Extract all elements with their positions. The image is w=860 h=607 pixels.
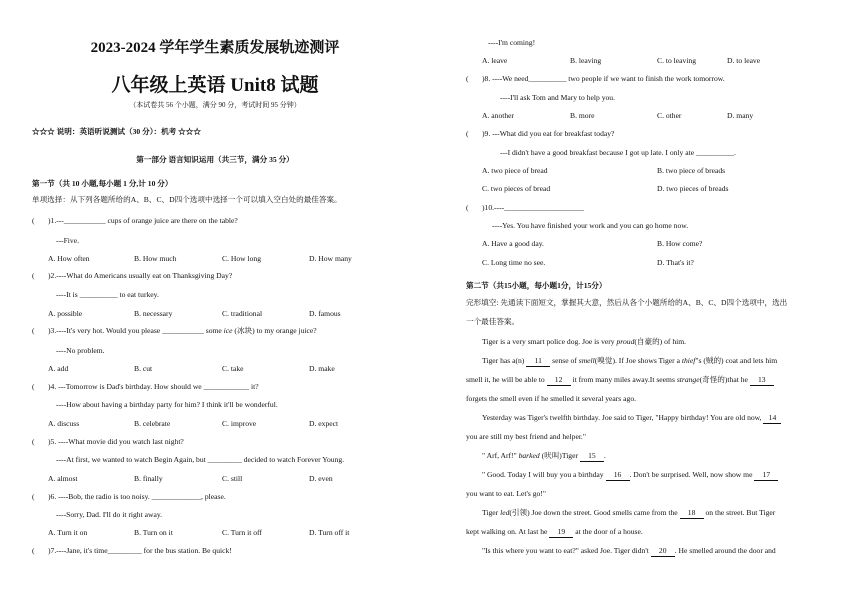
q9-option-c[interactable]: C. two pieces of bread — [482, 184, 551, 193]
q1-option-a[interactable]: A. How often — [48, 254, 90, 263]
answer-paren[interactable]: ( — [32, 216, 35, 225]
section2-title: 第二节（共15小题，每小题1分，计15分） — [466, 281, 607, 290]
blank-16[interactable]: 16 — [606, 470, 630, 481]
exam-subtitle: 八年级上英语 Unit8 试题 — [111, 75, 319, 96]
passage-line: " Arf, Arf!" barked (吠叫)Tiger 15 . — [482, 451, 606, 460]
q6-option-b[interactable]: B. Turn on it — [134, 528, 173, 537]
section2-instructions-cont: 一个最佳答案。 — [466, 317, 520, 326]
blank-18[interactable]: 18 — [680, 508, 704, 519]
blank-20[interactable]: 20 — [651, 546, 675, 557]
q5-reply: ----At first, we wanted to watch Begin Again, but _________ decided to watch Forever Young. — [56, 455, 345, 464]
answer-paren[interactable]: ( — [466, 74, 469, 83]
q2-stem: )2.----What do Americans usually eat on Thanksgiving Day? — [48, 271, 233, 280]
q2-option-b[interactable]: B. necessary — [134, 309, 173, 318]
listening-note: ☆☆☆ 说明：英语听说测试（30 分）：机考 ☆☆☆ — [32, 127, 201, 136]
q6-option-a[interactable]: A. Turn it on — [48, 528, 88, 537]
blank-14[interactable]: 14 — [763, 413, 781, 424]
blank-13[interactable]: 13 — [750, 375, 774, 386]
answer-paren[interactable]: ( — [32, 492, 35, 501]
passage-line: kept walking on. At last he 19 at the door of a house. — [466, 527, 643, 536]
q6-option-c[interactable]: C. Turn it off — [222, 528, 262, 537]
passage-line: you are still my best friend and helper." — [466, 432, 586, 441]
q4-option-c[interactable]: C. improve — [222, 419, 257, 428]
passage-line: you want to eat. Let's go!" — [466, 489, 546, 498]
q2-option-d[interactable]: D. famous — [309, 309, 341, 318]
q9-option-d[interactable]: D. two pieces of breads — [657, 184, 729, 193]
passage-line: Yesterday was Tiger's twelfth birthday. Joe said to Tiger, "Happy birthday! You are old now, 14 — [482, 413, 781, 424]
answer-paren[interactable]: ( — [32, 326, 35, 335]
q3-option-a[interactable]: A. add — [48, 364, 69, 373]
passage-line: " Good. Today I will buy you a birthday 16 . Don't be surprised. Well, now show me 17 — [482, 470, 778, 481]
answer-paren[interactable]: ( — [32, 437, 35, 446]
answer-paren[interactable]: ( — [32, 382, 35, 391]
q10-reply: ----Yes. You have finished your work and you can go home now. — [492, 221, 689, 230]
q8-option-a[interactable]: A. another — [482, 111, 515, 120]
q9-reply: ---I didn't have a good breakfast because I got up late. I only ate __________. — [500, 148, 736, 157]
q5-option-c[interactable]: C. still — [222, 474, 243, 483]
q5-option-d[interactable]: D. even — [309, 474, 333, 483]
q6-option-d[interactable]: D. Turn off it — [309, 528, 350, 537]
blank-15[interactable]: 15 — [580, 451, 604, 462]
q3-reply: ----No problem. — [56, 346, 105, 355]
q1-option-d[interactable]: D. How many — [309, 254, 352, 263]
q10-option-d[interactable]: D. That's it? — [657, 258, 694, 267]
answer-paren[interactable]: ( — [466, 129, 469, 138]
passage-line: smell it, he will be able to 12 it from many miles away.It seems strange(奇怪的)that he 13 — [466, 375, 774, 386]
passage-line: Tiger has a(n) 11 sense of smell(嗅觉). If Joe shows Tiger a thief"s (贼的) coat and lets him — [482, 356, 778, 365]
q1-option-c[interactable]: C. How long — [222, 254, 262, 263]
q6-reply: ----Sorry, Dad. I'll do it right away. — [56, 510, 163, 519]
section2-instructions: 完形填空: 先通读下面短文，掌握其大意，然后从各个小题所给的A、B、C、D四个选项中，选出 — [466, 298, 788, 307]
q7-option-c[interactable]: C. to leaving — [657, 56, 697, 65]
q1-reply: ---Five. — [56, 236, 79, 245]
q4-option-a[interactable]: A. discuss — [48, 419, 80, 428]
q10-stem: )10.----_____________________ — [482, 203, 584, 212]
q8-stem: )8. ----We need__________ two people if we want to finish the work tomorrow. — [482, 74, 725, 83]
q7-option-d[interactable]: D. to leave — [727, 56, 761, 65]
answer-paren[interactable]: ( — [32, 271, 35, 280]
q5-option-a[interactable]: A. almost — [48, 474, 78, 483]
q5-stem: )5. ----What movie did you watch last night? — [48, 437, 184, 446]
passage-line: "Is this where you want to eat?" asked Joe. Tiger didn't 20 . He smelled around the door and — [482, 546, 776, 555]
q10-option-c[interactable]: C. Long time no see. — [482, 258, 546, 267]
answer-paren[interactable]: ( — [32, 546, 35, 555]
passage-line: Tiger led(引领) Joe down the street. Good smells came from the 18 on the street. But Tiger — [482, 508, 776, 517]
passage-line: forgets the smell even if he smelled it several years ago. — [466, 394, 637, 403]
q4-reply: ----How about having a birthday party for him? I think it'll be wonderful. — [56, 400, 278, 409]
blank-19[interactable]: 19 — [549, 527, 573, 538]
q3-option-b[interactable]: B. cut — [134, 364, 153, 373]
q3-stem: )3.----It's very hot. Would you please ___________ some ice (冰块) to my orange juice? — [48, 326, 317, 335]
q7-reply: ----I'm coming! — [488, 38, 536, 47]
q1-option-b[interactable]: B. How much — [134, 254, 177, 263]
q2-option-a[interactable]: A. possible — [48, 309, 83, 318]
q3-option-c[interactable]: C. take — [222, 364, 244, 373]
q9-stem: )9. ---What did you eat for breakfast today? — [482, 129, 615, 138]
blank-11[interactable]: 11 — [526, 356, 550, 367]
q7-option-a[interactable]: A. leave — [482, 56, 508, 65]
q8-option-d[interactable]: D. many — [727, 111, 754, 120]
blank-12[interactable]: 12 — [547, 375, 571, 386]
q5-option-b[interactable]: B. finally — [134, 474, 163, 483]
q6-stem: )6. ----Bob, the radio is too noisy. _____________, please. — [48, 492, 226, 501]
q10-option-b[interactable]: B. How come? — [657, 239, 703, 248]
q9-option-a[interactable]: A. two piece of bread — [482, 166, 548, 175]
q8-option-c[interactable]: C. other — [657, 111, 682, 120]
q8-reply: ----I'll ask Tom and Mary to help you. — [500, 93, 615, 102]
q7-stem: )7.----Jane, it's time_________ for the bus station. Be quick! — [48, 546, 232, 555]
q2-option-c[interactable]: C. traditional — [222, 309, 263, 318]
q4-stem: )4. ---Tomorrow is Dad's birthday. How should we ____________ it? — [48, 382, 259, 391]
q8-option-b[interactable]: B. more — [570, 111, 595, 120]
passage-line: Tiger is a very smart police dog. Joe is very proud(自豪的) of him. — [482, 337, 687, 346]
blank-17[interactable]: 17 — [754, 470, 778, 481]
section1-title: 第一节（共 10 小题,每小题 1 分,计 10 分） — [32, 179, 173, 188]
part1-title: 第一部分 语言知识运用（共三节，满分 35 分） — [136, 155, 294, 164]
q2-reply: ----It is __________ to eat turkey. — [56, 290, 159, 299]
q4-option-b[interactable]: B. celebrate — [134, 419, 171, 428]
q9-option-b[interactable]: B. two piece of breads — [657, 166, 726, 175]
q1-stem: )1.---___________ cups of orange juice are there on the table? — [48, 216, 238, 225]
q7-option-b[interactable]: B. leaving — [570, 56, 602, 65]
exam-note: （本试卷共 56 个小题，满分 90 分，考试时间 95 分钟） — [129, 101, 301, 109]
exam-title: 2023-2024 学年学生素质发展轨迹测评 — [90, 40, 340, 56]
q3-option-d[interactable]: D. make — [309, 364, 335, 373]
section1-instructions: 单项选择：从下列各题所给的A、B、C、D四个选项中选择一个可以填入空白处的最佳答案。 — [32, 195, 342, 204]
answer-paren[interactable]: ( — [466, 203, 469, 212]
q10-option-a[interactable]: A. Have a good day. — [482, 239, 544, 248]
q4-option-d[interactable]: D. expect — [309, 419, 339, 428]
